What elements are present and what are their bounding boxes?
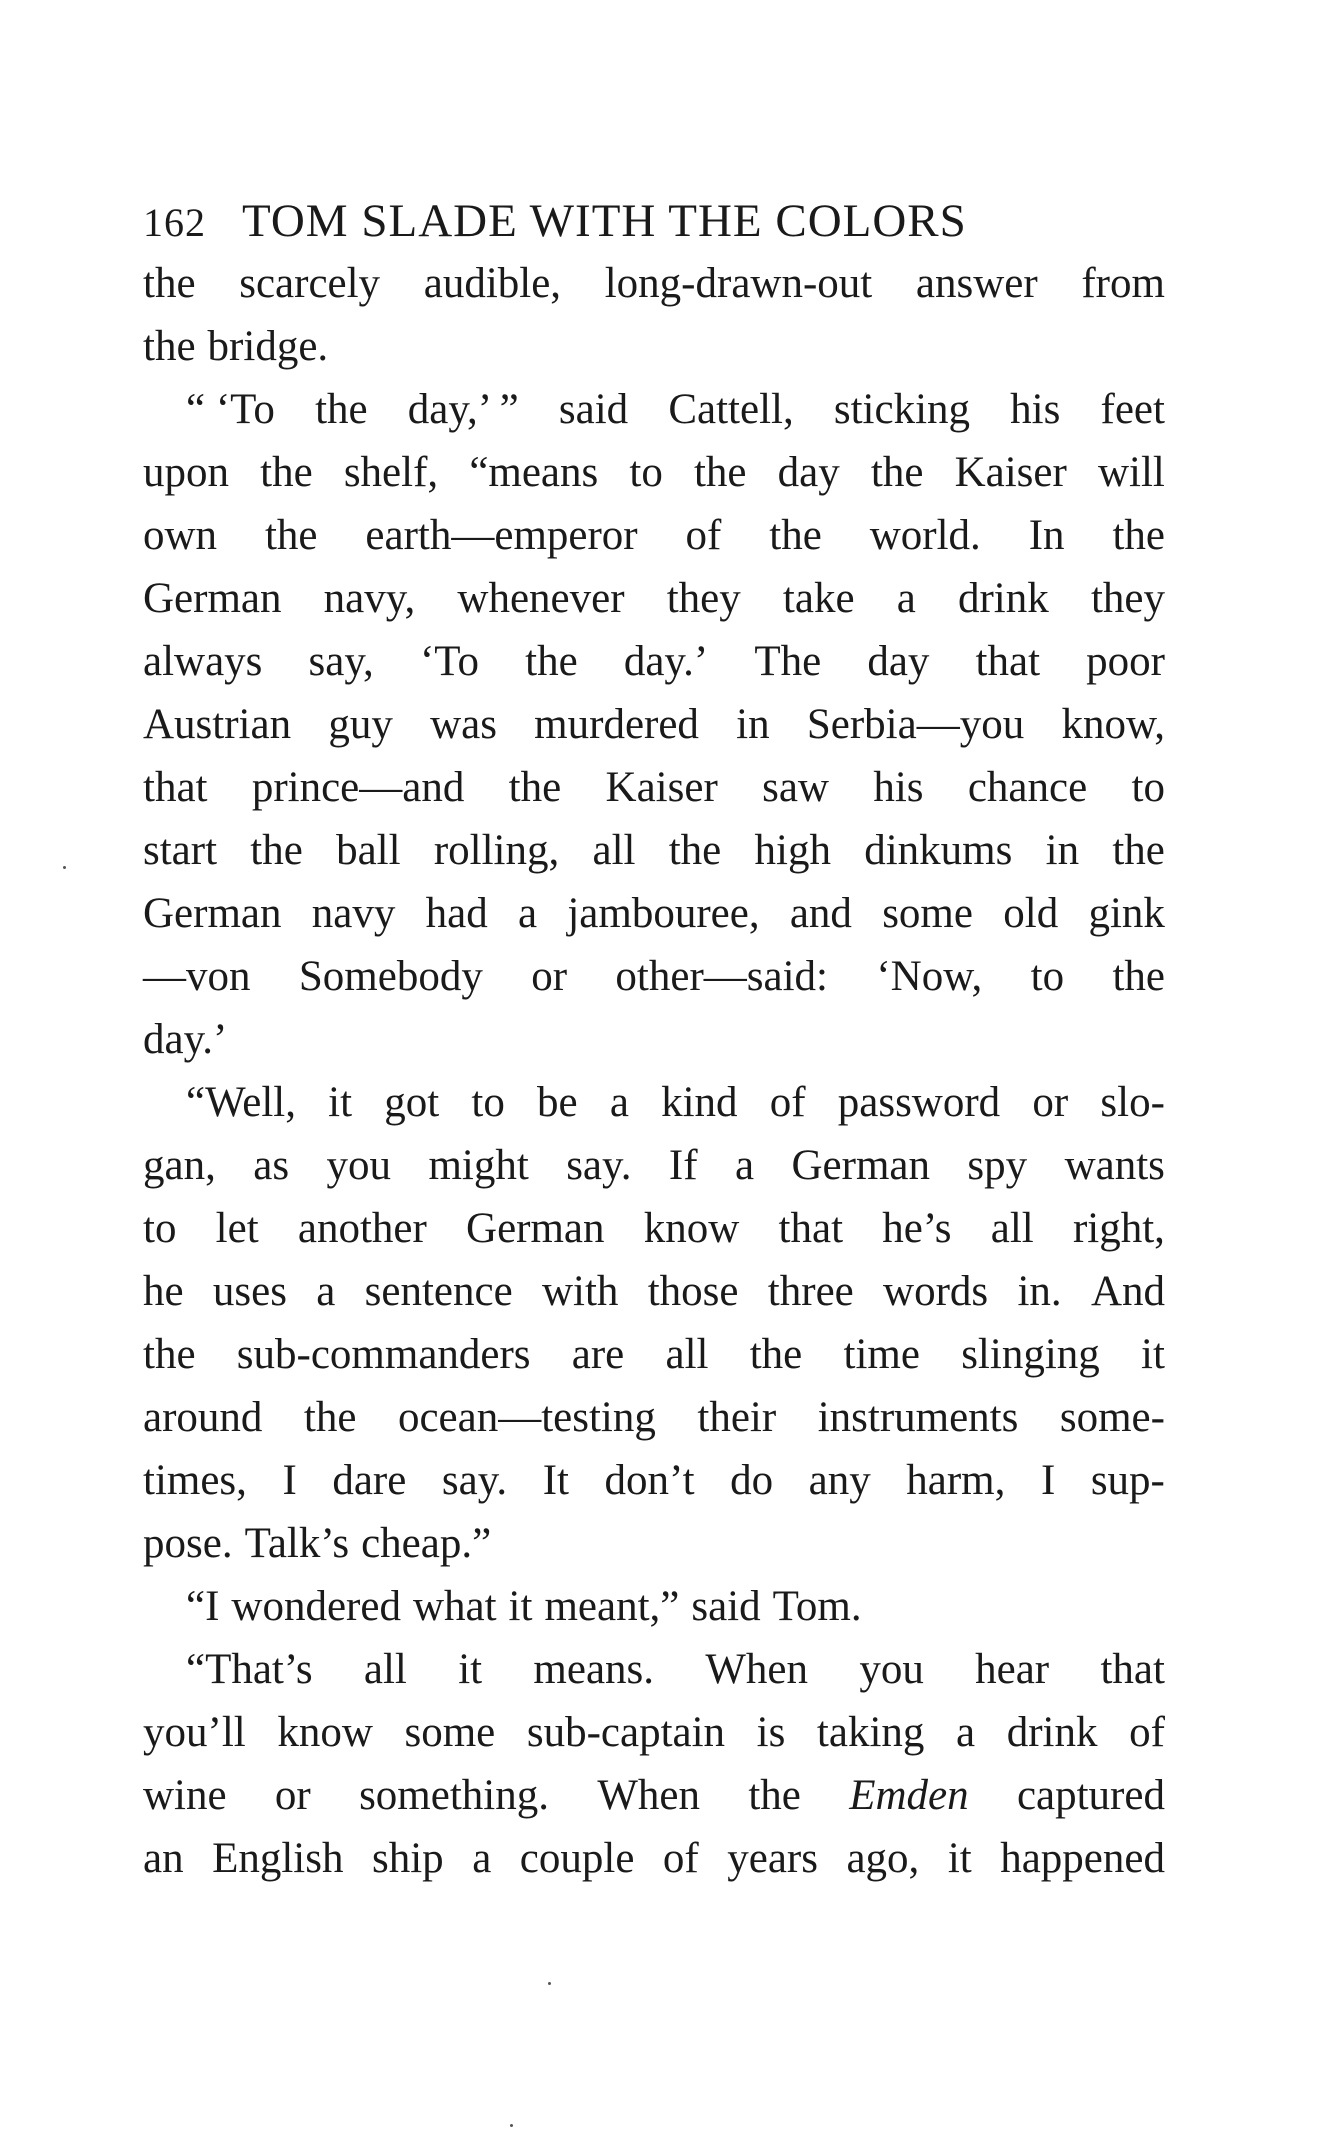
word: long-drawn-out	[604, 260, 873, 307]
word: Tom.	[772, 1583, 862, 1630]
word: the	[508, 764, 562, 811]
word: they	[666, 575, 741, 622]
word: navy	[311, 890, 396, 937]
word: take	[782, 575, 855, 622]
word: the	[769, 512, 822, 559]
word: those	[647, 1268, 739, 1315]
word: harm,	[906, 1457, 1006, 1504]
word: day,’ ”	[407, 386, 519, 433]
word: he	[143, 1268, 184, 1315]
word: are	[571, 1331, 625, 1378]
word: dinkums	[864, 827, 1013, 874]
word: own	[143, 512, 218, 559]
word: German	[791, 1142, 930, 1189]
word: had	[425, 890, 488, 937]
word: rolling,	[433, 827, 560, 874]
word: I	[1040, 1457, 1056, 1504]
word: the	[1112, 512, 1165, 559]
word: of	[769, 1079, 806, 1126]
word: ocean—testing	[397, 1394, 656, 1441]
word: all	[592, 827, 636, 874]
word: “Well,	[186, 1079, 296, 1126]
word: hear	[975, 1646, 1050, 1693]
word: say.	[566, 1142, 632, 1189]
word: let	[215, 1205, 259, 1252]
word: ‘Now,	[876, 953, 983, 1000]
word: his	[1010, 386, 1061, 433]
word: the	[870, 449, 924, 496]
word: the	[748, 1772, 801, 1819]
word: Serbia—you	[806, 701, 1025, 748]
text-line	[143, 1197, 1165, 1260]
word: that	[975, 638, 1041, 685]
word: jambouree,	[567, 890, 760, 937]
word: day	[867, 638, 930, 685]
word: that	[778, 1205, 844, 1252]
word: all	[363, 1646, 407, 1693]
word: a	[956, 1709, 976, 1756]
word: spy	[967, 1142, 1028, 1189]
word: it	[947, 1835, 972, 1882]
word: old	[1003, 890, 1059, 937]
word: —von	[143, 953, 251, 1000]
word: German	[466, 1205, 605, 1252]
word: high	[754, 827, 831, 874]
word: pose.	[143, 1520, 233, 1567]
word: say,	[308, 638, 374, 685]
word: And	[1090, 1268, 1165, 1315]
word: he’s	[882, 1205, 952, 1252]
word: don’t	[604, 1457, 695, 1504]
word: German	[143, 890, 282, 937]
word: slo-	[1100, 1079, 1165, 1126]
word: The	[754, 638, 822, 685]
word: “means	[469, 449, 599, 496]
word: the	[749, 1331, 803, 1378]
word: something.	[359, 1772, 549, 1819]
word: three	[767, 1268, 854, 1315]
word: what	[412, 1583, 497, 1630]
word: of	[685, 512, 722, 559]
word: the	[250, 827, 303, 874]
word: When	[705, 1646, 808, 1693]
word: bridge.	[207, 323, 329, 370]
word: Somebody	[298, 953, 483, 1000]
word: poor	[1086, 638, 1165, 685]
word: around	[143, 1394, 263, 1441]
word: upon	[143, 449, 229, 496]
word: instruments	[817, 1394, 1019, 1441]
word: their	[697, 1394, 777, 1441]
page-number: 162	[143, 200, 206, 245]
word: “That’s	[186, 1646, 313, 1693]
word: an	[143, 1835, 184, 1882]
text-line	[143, 378, 1165, 441]
word: a	[472, 1835, 492, 1882]
word: answer	[915, 260, 1038, 307]
word: do	[730, 1457, 774, 1504]
word: means.	[533, 1646, 655, 1693]
text-line	[143, 252, 1165, 315]
word: ship	[372, 1835, 444, 1882]
word: wants	[1064, 1142, 1165, 1189]
text-line	[143, 1386, 1165, 1449]
word: of	[662, 1835, 699, 1882]
word: ago,	[846, 1835, 920, 1882]
word: password	[837, 1079, 1001, 1126]
word: right,	[1072, 1205, 1165, 1252]
word: Kaiser	[954, 449, 1067, 496]
word: Emden	[849, 1772, 969, 1819]
text-line	[143, 1575, 1165, 1638]
word: it	[328, 1079, 353, 1126]
word: scarcely	[239, 260, 381, 307]
word: a	[609, 1079, 629, 1126]
word: start	[143, 827, 218, 874]
word: happened	[1000, 1835, 1165, 1882]
word: chance	[967, 764, 1088, 811]
word: kind	[661, 1079, 738, 1126]
word: was	[430, 701, 497, 748]
word: earth—emperor	[365, 512, 638, 559]
word: drink	[957, 575, 1049, 622]
text-line	[143, 693, 1165, 756]
word: know	[277, 1709, 373, 1756]
word: English	[212, 1835, 344, 1882]
word: ball	[336, 827, 401, 874]
word: In	[1028, 512, 1065, 559]
word: to	[143, 1205, 177, 1252]
word: said	[691, 1583, 761, 1630]
running-head	[143, 190, 1165, 252]
word: navy,	[323, 575, 416, 622]
word: gan,	[143, 1142, 216, 1189]
word: When	[597, 1772, 700, 1819]
word: as	[253, 1142, 290, 1189]
word: you	[326, 1142, 392, 1189]
print-speck	[548, 1982, 551, 1985]
word: with	[541, 1268, 619, 1315]
word: drink	[1006, 1709, 1098, 1756]
word: it	[1141, 1331, 1165, 1378]
word: the	[1112, 827, 1165, 874]
word: to	[1131, 764, 1165, 811]
word: feet	[1100, 386, 1165, 433]
word: might	[428, 1142, 529, 1189]
print-speck	[510, 2124, 513, 2127]
word: a	[896, 575, 916, 622]
word: meant,”	[544, 1583, 680, 1630]
word: whenever	[457, 575, 625, 622]
word: the	[143, 323, 196, 370]
word: cheap.”	[361, 1520, 492, 1567]
word: the	[693, 449, 747, 496]
word: his	[873, 764, 924, 811]
word: all	[665, 1331, 709, 1378]
word: audible,	[423, 260, 562, 307]
word: Kaiser	[605, 764, 718, 811]
word: sup-	[1090, 1457, 1165, 1504]
word: some	[882, 890, 973, 937]
word: it	[458, 1646, 483, 1693]
word: in	[1045, 827, 1080, 874]
word: it	[508, 1583, 533, 1630]
word: dare	[332, 1457, 407, 1504]
word: in.	[1017, 1268, 1062, 1315]
word: some	[404, 1709, 496, 1756]
word: It	[542, 1457, 569, 1504]
word: or	[1032, 1079, 1069, 1126]
body-text	[143, 252, 1165, 1890]
text-line	[143, 882, 1165, 945]
word: slinging	[961, 1331, 1100, 1378]
word: captured	[1016, 1772, 1165, 1819]
text-line	[143, 1827, 1165, 1890]
word: will	[1097, 449, 1165, 496]
text-line	[143, 756, 1165, 819]
word: Cattell,	[668, 386, 794, 433]
text-line	[143, 1260, 1165, 1323]
word: to	[471, 1079, 505, 1126]
word: years	[727, 1835, 818, 1882]
word: a	[316, 1268, 336, 1315]
word: uses	[212, 1268, 287, 1315]
word: you’ll	[143, 1709, 246, 1756]
word: saw	[762, 764, 829, 811]
word: day	[777, 449, 840, 496]
word: any	[808, 1457, 871, 1504]
text-line	[143, 1764, 1165, 1827]
word: always	[143, 638, 263, 685]
word: to	[629, 449, 663, 496]
text-line	[143, 1701, 1165, 1764]
word: other—said:	[615, 953, 828, 1000]
word: the	[143, 260, 196, 307]
word: or	[274, 1772, 311, 1819]
text-line	[143, 1134, 1165, 1197]
text-line	[143, 1071, 1165, 1134]
word: the	[260, 449, 313, 496]
word: shelf,	[343, 449, 439, 496]
text-line	[143, 819, 1165, 882]
word: got	[384, 1079, 440, 1126]
text-line	[143, 630, 1165, 693]
word: sub-captain	[526, 1709, 726, 1756]
word: gink	[1088, 890, 1165, 937]
word: be	[537, 1079, 578, 1126]
word: a	[517, 890, 538, 937]
word: the	[315, 386, 368, 433]
word: murdered	[534, 701, 699, 748]
word: is	[756, 1709, 786, 1756]
word: times,	[143, 1457, 247, 1504]
word: say.	[441, 1457, 508, 1504]
text-line	[143, 1008, 1165, 1071]
word: prince—and	[251, 764, 465, 811]
word: day.’	[623, 638, 709, 685]
text-line	[143, 1323, 1165, 1386]
word: the	[143, 1331, 196, 1378]
word: that	[1100, 1646, 1165, 1693]
word: sentence	[364, 1268, 513, 1315]
word: know,	[1061, 701, 1165, 748]
word: that	[143, 764, 208, 811]
book-page	[143, 190, 1165, 1890]
word: couple	[519, 1835, 635, 1882]
word: or	[531, 953, 568, 1000]
word: guy	[328, 701, 393, 748]
word: know	[643, 1205, 740, 1252]
text-line	[143, 441, 1165, 504]
word: they	[1090, 575, 1165, 622]
word: you	[859, 1646, 924, 1693]
word: words	[883, 1268, 989, 1315]
word: Talk’s	[244, 1520, 350, 1567]
word: “ ‘To	[186, 386, 275, 433]
text-line	[143, 315, 1165, 378]
word: said	[558, 386, 629, 433]
word: a	[734, 1142, 755, 1189]
print-speck	[63, 866, 66, 869]
word: I	[282, 1457, 297, 1504]
word: sub-commanders	[236, 1331, 531, 1378]
text-line	[143, 567, 1165, 630]
word: the	[303, 1394, 357, 1441]
word: world.	[869, 512, 981, 559]
word: another	[297, 1205, 427, 1252]
word: some-	[1059, 1394, 1165, 1441]
word: and	[789, 890, 852, 937]
word: time	[843, 1331, 920, 1378]
word: to	[1030, 953, 1065, 1000]
word: all	[990, 1205, 1034, 1252]
word: ‘To	[419, 638, 480, 685]
word: “I	[186, 1583, 220, 1630]
word: German	[143, 575, 282, 622]
text-line	[143, 945, 1165, 1008]
word: sticking	[833, 386, 971, 433]
word: of	[1129, 1709, 1165, 1756]
word: wondered	[231, 1583, 401, 1630]
text-line	[143, 1512, 1165, 1575]
word: from	[1081, 260, 1165, 307]
word: Austrian	[143, 701, 292, 748]
text-line	[143, 504, 1165, 567]
word: in	[736, 701, 770, 748]
word: day.’	[143, 1016, 228, 1063]
text-line	[143, 1638, 1165, 1701]
text-line	[143, 1449, 1165, 1512]
word: If	[668, 1142, 698, 1189]
running-title: TOM SLADE WITH THE COLORS	[242, 195, 967, 247]
word: taking	[816, 1709, 925, 1756]
word: wine	[143, 1772, 227, 1819]
word: the	[525, 638, 578, 685]
word: the	[1112, 953, 1165, 1000]
word: the	[264, 512, 318, 559]
word: the	[668, 827, 722, 874]
